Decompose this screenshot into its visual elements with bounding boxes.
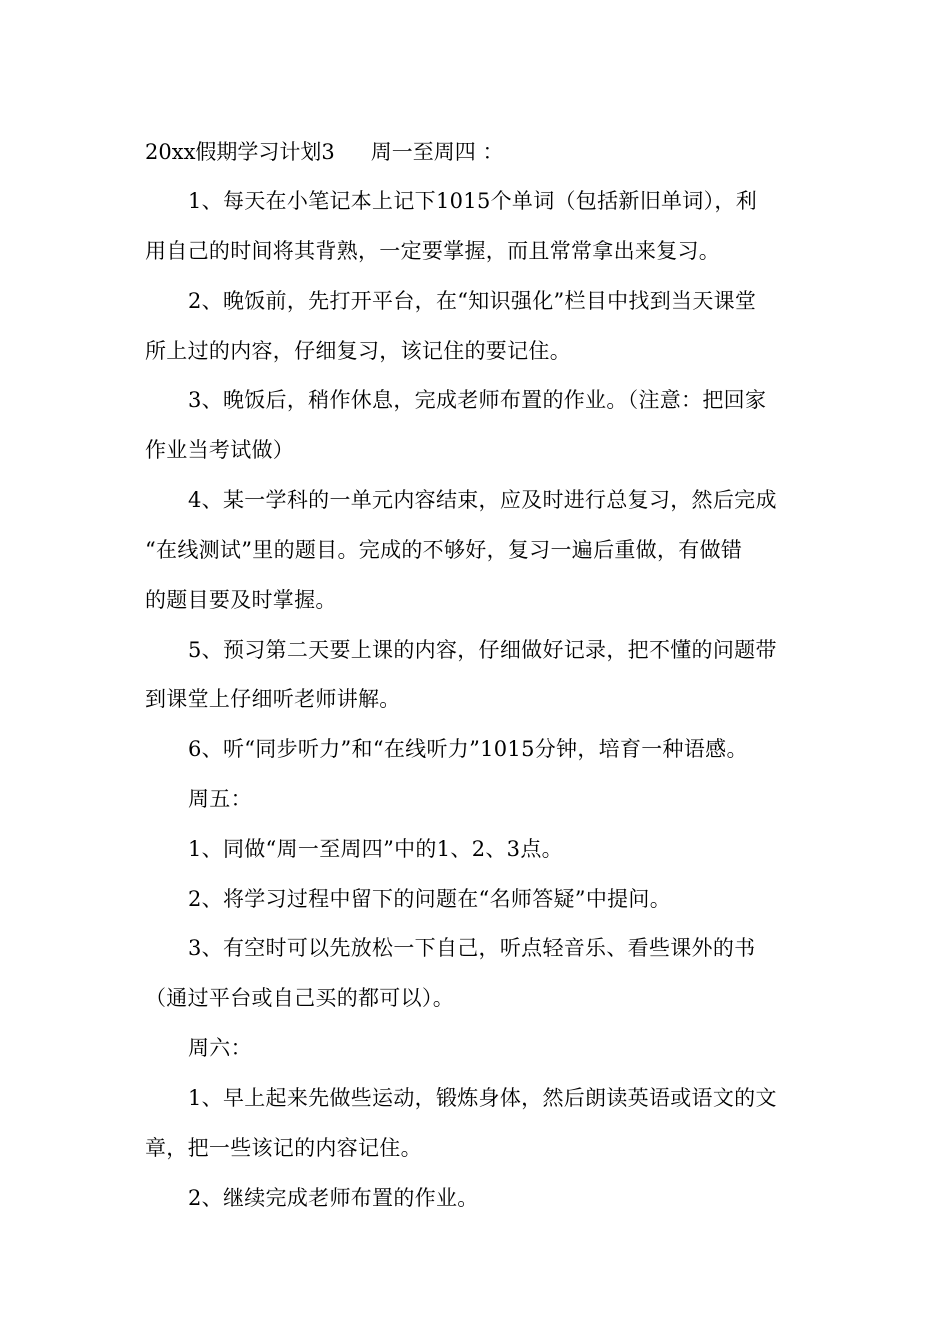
section-heading-saturday: 周六：	[188, 1036, 252, 1060]
mon-thu-item-3-line-2: 作业当考试做）	[145, 438, 295, 462]
mon-thu-item-3-line-1: 3、晚饭后，稍作休息，完成老师布置的作业。（注意：把回家	[188, 388, 767, 412]
mon-thu-item-4-line-2: “在线测试”里的题目。完成的不够好，复习一遍后重做，有做错	[145, 538, 743, 562]
section-heading-mon-thu: 周一至周四 ：	[370, 140, 504, 164]
friday-item-3-line-2: （通过平台或自己买的都可以）。	[145, 986, 454, 1010]
saturday-item-1-line-2: 章，把一些该记的内容记住。	[145, 1136, 422, 1160]
mon-thu-item-6-line-1: 6、听“同步听力”和“在线听力”1015分钟，培育一种语感。	[188, 737, 748, 761]
mon-thu-item-2-line-1: 2、晚饭前，先打开平台，在“知识强化”栏目中找到当天课堂	[188, 289, 757, 313]
friday-item-2-line-1: 2、将学习过程中留下的问题在“名师答疑”中提问。	[188, 887, 672, 911]
saturday-item-2-line-1: 2、继续完成老师布置的作业。	[188, 1186, 479, 1210]
mon-thu-item-4-line-3: 的题目要及时掌握。	[145, 588, 337, 612]
mon-thu-item-5-line-1: 5、预习第二天要上课的内容，仔细做好记录，把不懂的问题带	[188, 638, 777, 662]
mon-thu-item-5-line-2: 到课堂上仔细听老师讲解。	[145, 687, 401, 711]
friday-item-1-line-1: 1、同做“周一至周四”中的1、2、3点。	[188, 837, 563, 861]
mon-thu-item-1-line-1: 1、每天在小笔记本上记下1015个单词（包括新旧单词），利	[188, 189, 758, 213]
document-title: 20xx假期学习计划3	[145, 140, 335, 164]
saturday-item-1-line-1: 1、早上起来先做些运动，锻炼身体，然后朗读英语或语文的文	[188, 1086, 777, 1110]
document-title-line	[145, 138, 815, 166]
mon-thu-item-2-line-2: 所上过的内容，仔细复习，该记住的要记住。	[145, 339, 571, 363]
mon-thu-item-1-line-2: 用自己的时间将其背熟，一定要掌握，而且常常拿出来复习。	[145, 239, 721, 263]
mon-thu-item-4-line-1: 4、某一学科的一单元内容结束，应及时进行总复习，然后完成	[188, 488, 777, 512]
section-heading-friday: 周五：	[188, 787, 252, 811]
friday-item-3-line-1: 3、有空时可以先放松一下自己，听点轻音乐、看些课外的书	[188, 936, 756, 960]
